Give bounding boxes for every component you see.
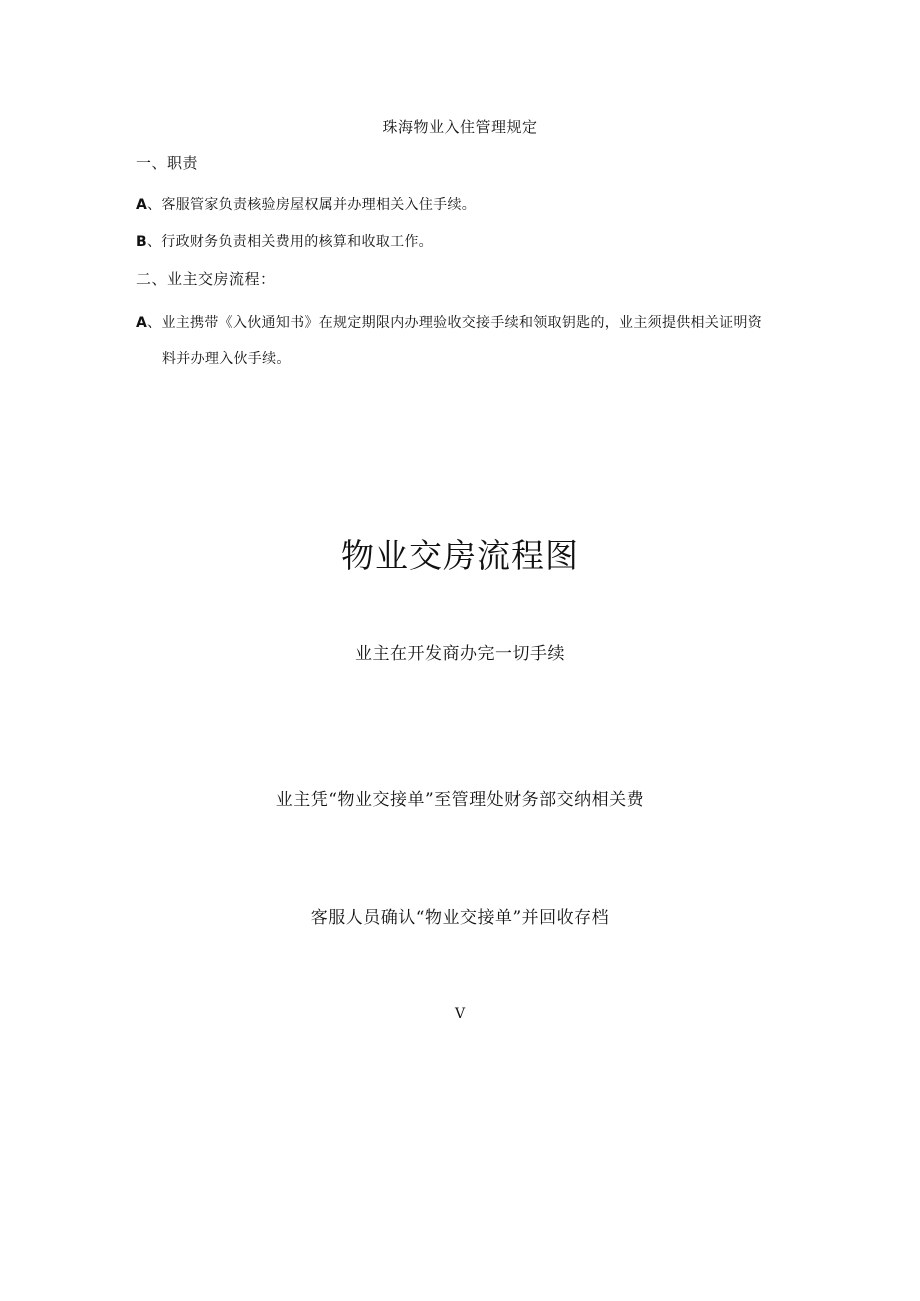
process-item-a (136, 312, 762, 332)
item-text: 、业主携带《入伙通知书》在规定期限内办理验收交接手续和领取钥匙的，业主须提供相关证明资 (147, 315, 763, 331)
item-text: 、行政财务负责相关费用的核算和收取工作。 (146, 234, 433, 250)
document-title: 珠海物业入住管理规定 (382, 118, 538, 136)
process-item-a-continuation: 料并办理入伙手续。 (162, 351, 291, 367)
flowchart-step-3: 客服人员确认“物业交接单”并回收存档 (310, 908, 610, 928)
item-marker: A (136, 197, 148, 213)
section-heading-duties: 一、职责 (136, 154, 199, 172)
flowchart-title: 物业交房流程图 (341, 536, 579, 575)
duty-item-a (136, 194, 476, 214)
item-marker: A (136, 315, 148, 331)
item-text: 、客服管家负责核验房屋权属并办理相关入住手续。 (147, 197, 477, 213)
item-marker: B (136, 234, 147, 250)
flowchart-arrow-down: V (454, 1006, 466, 1022)
flowchart-step-1: 业主在开发商办完一切手续 (355, 644, 565, 664)
duty-item-b (136, 231, 433, 251)
section-heading-handover-process: 二、业主交房流程： (136, 270, 276, 288)
flowchart-step-2: 业主凭“物业交接单”至管理处财务部交纳相关费 (275, 790, 645, 810)
